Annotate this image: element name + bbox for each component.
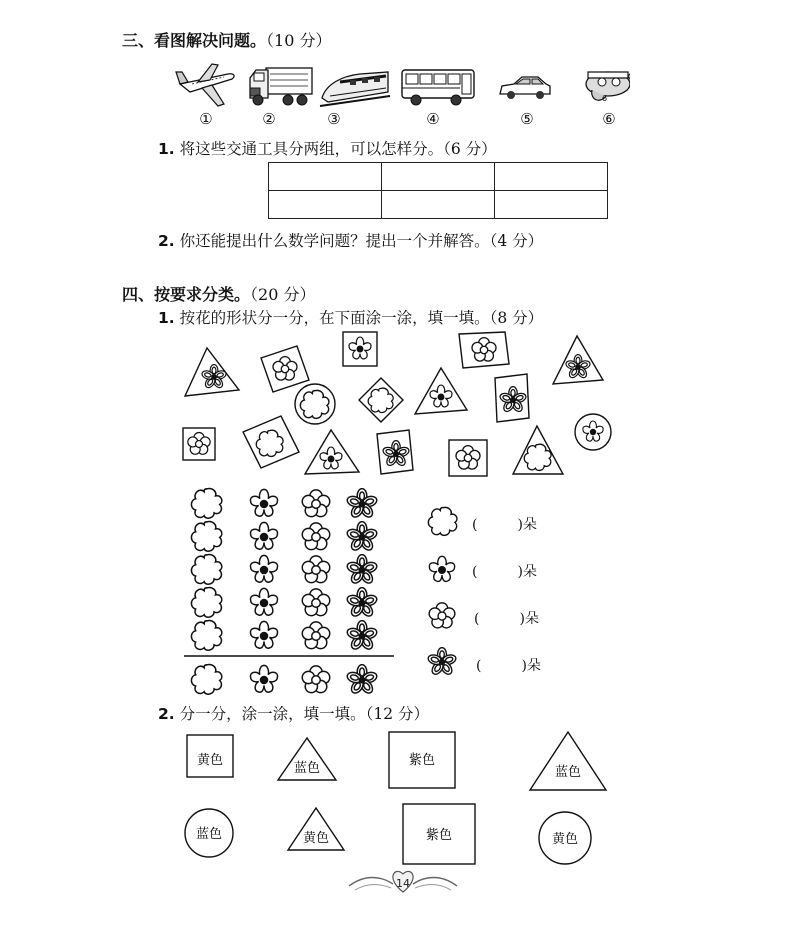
circle-with-flower	[295, 384, 335, 424]
labelled-shapes	[180, 728, 620, 873]
question-text: 按花的形状分一分，在下面涂一涂，填一填。	[179, 309, 490, 327]
grouping-cell[interactable]	[269, 163, 382, 191]
round-flower-column[interactable]	[302, 490, 329, 649]
shape-square-3[interactable]	[403, 804, 475, 864]
grouping-cell[interactable]	[382, 191, 495, 219]
car-icon	[500, 77, 550, 99]
train-icon	[320, 72, 390, 106]
answer-unit: )朵	[517, 564, 537, 580]
square-with-flower	[377, 430, 413, 474]
flower-shapes-area	[175, 328, 625, 478]
airplane-icon	[176, 64, 234, 106]
answer-open-paren: (	[474, 611, 480, 627]
section-4-points: （20 分）	[250, 285, 316, 304]
answer-row-round	[474, 608, 584, 628]
question-text: 将这些交通工具分两组，可以怎样分。	[179, 140, 444, 158]
section-4-question-2	[158, 702, 429, 724]
square-with-flower	[261, 346, 309, 392]
rectangle-with-flower	[459, 332, 509, 368]
answer-open-paren: (	[472, 564, 478, 580]
grouping-table	[268, 162, 608, 219]
flower-legend-row	[191, 665, 378, 696]
answer-row-icons	[425, 505, 461, 685]
question-points: （12 分）	[365, 705, 430, 723]
shape-triangle-3[interactable]	[288, 808, 344, 850]
grouping-cell[interactable]	[382, 163, 495, 191]
shape-circle-1[interactable]	[185, 809, 233, 857]
shape-circle-2[interactable]	[539, 812, 591, 864]
rectangle-with-flower	[243, 416, 299, 468]
section-4-title	[122, 282, 315, 305]
section-3-title	[122, 28, 331, 51]
shape-square-2[interactable]	[389, 732, 455, 788]
answer-open-paren: (	[476, 658, 482, 674]
section-3-points: （10 分）	[266, 31, 332, 50]
triangle-with-flower	[305, 430, 359, 474]
question-number: 1.	[158, 309, 175, 327]
square-with-flower	[449, 440, 487, 476]
shape-triangle-2[interactable]	[530, 732, 606, 790]
page-footer-ornament	[345, 868, 461, 896]
question-points: （6 分）	[443, 140, 497, 158]
question-points: （4 分）	[489, 232, 544, 250]
shape-label: 蓝色	[554, 765, 582, 780]
answer-open-paren: (	[472, 517, 478, 533]
toy-plane-icon	[586, 68, 630, 103]
question-number: 1.	[158, 140, 175, 158]
shape-label: 黄色	[551, 832, 579, 847]
vehicle-number-6: ⑥	[602, 110, 616, 128]
square-with-flower	[495, 374, 529, 422]
square-with-flower	[343, 332, 377, 366]
section-4-title-text: 四、按要求分类。	[122, 285, 251, 304]
question-number: 2.	[158, 705, 175, 723]
triangle-with-flower	[513, 426, 563, 474]
triangle-with-flower	[415, 368, 467, 414]
petal-flower-column[interactable]	[346, 489, 378, 652]
shape-label: 紫色	[425, 828, 453, 843]
page-number: 14	[396, 877, 410, 890]
triangle-with-flower	[185, 348, 239, 396]
grouping-cell[interactable]	[269, 191, 382, 219]
vehicle-number-4: ④	[426, 110, 440, 128]
question-points: （8 分）	[489, 309, 544, 327]
shape-label: 紫色	[408, 753, 436, 768]
shape-label: 蓝色	[195, 827, 223, 842]
shape-label: 黄色	[302, 831, 330, 846]
star-flower-column[interactable]	[250, 489, 277, 648]
shape-label: 蓝色	[293, 761, 321, 776]
cloud-flower-icon	[428, 507, 457, 535]
truck-icon	[250, 68, 312, 105]
svg-text:6: 6	[602, 94, 608, 103]
petal-flower-icon	[427, 648, 457, 677]
section-3-title-text: 三、看图解决问题。	[122, 31, 267, 50]
section-4-question-1	[158, 306, 543, 328]
cloud-flower-column[interactable]	[191, 489, 221, 651]
flower-coloring-grid	[180, 484, 400, 700]
star-flower-icon	[429, 556, 454, 581]
answer-row-cloud	[472, 514, 582, 534]
section-3-question-2	[158, 229, 543, 251]
round-flower-icon	[429, 603, 455, 628]
vehicle-strip	[170, 60, 630, 110]
question-text: 你还能提出什么数学问题？提出一个并解答。	[179, 232, 490, 250]
answer-unit: )朵	[517, 517, 537, 533]
bus-icon	[402, 70, 474, 105]
answer-unit: )朵	[519, 611, 539, 627]
answer-row-petal	[476, 655, 586, 675]
section-3-question-1	[158, 137, 497, 159]
answer-unit: )朵	[521, 658, 541, 674]
circle-with-flower	[575, 414, 611, 450]
square-with-flower	[183, 428, 215, 460]
triangle-with-flower	[553, 336, 603, 384]
grouping-cell[interactable]	[495, 163, 608, 191]
vehicle-number-1: ①	[199, 110, 213, 128]
shape-label: 黄色	[196, 753, 224, 768]
answer-row-star	[472, 561, 582, 581]
question-text: 分一分，涂一涂，填一填。	[179, 705, 366, 723]
vehicle-number-2: ②	[262, 110, 276, 128]
shape-square-1[interactable]	[187, 735, 233, 777]
vehicle-number-3: ③	[327, 110, 341, 128]
diamond-with-flower	[359, 378, 403, 422]
grouping-cell[interactable]	[495, 191, 608, 219]
question-number: 2.	[158, 232, 175, 250]
shape-triangle-1[interactable]	[278, 738, 336, 780]
vehicle-number-5: ⑤	[520, 110, 534, 128]
